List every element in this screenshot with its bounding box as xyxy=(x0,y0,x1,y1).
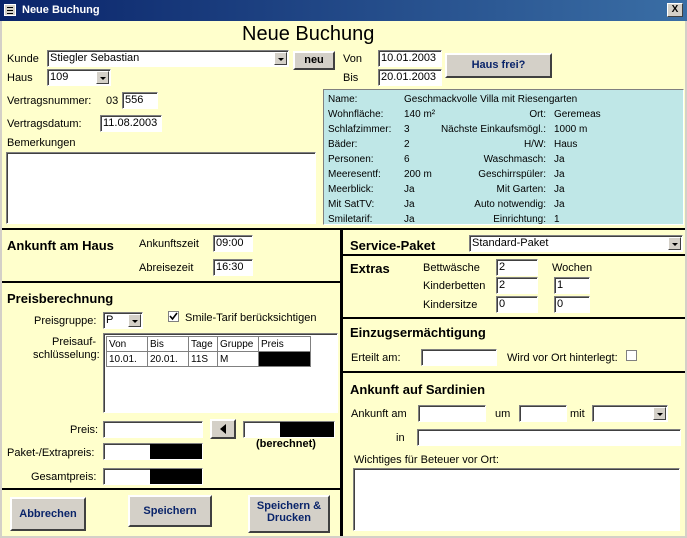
info-label: Geschirrspüler: xyxy=(478,169,546,180)
redacted-value xyxy=(280,422,335,437)
divider xyxy=(343,317,685,319)
kunde-value: Stiegler Sebastian xyxy=(50,52,140,64)
speichern-drucken-button[interactable] xyxy=(248,495,330,533)
berechnet-price-field xyxy=(243,421,335,438)
speichern-button[interactable]: Speichern xyxy=(128,495,212,527)
kinderbetten-wochen-field[interactable]: 1 xyxy=(554,277,590,294)
info-value: Ja xyxy=(404,214,415,225)
info-label: Auto notwendig: xyxy=(474,199,546,210)
abbrechen-button[interactable]: Abbrechen xyxy=(10,497,86,531)
smile-tarif-checkbox[interactable] xyxy=(168,311,179,322)
paket-extrapreis-label: Paket-/Extrapreis: xyxy=(7,447,95,459)
speichern-drucken-line2: Drucken xyxy=(266,512,312,524)
copy-price-button[interactable] xyxy=(210,419,236,439)
info-value: 200 m xyxy=(404,169,432,180)
wochen-label: Wochen xyxy=(552,262,593,274)
info-value: 6 xyxy=(404,154,410,165)
info-value: 1000 m xyxy=(554,124,588,135)
erteilt-am-label: Erteilt am: xyxy=(351,352,401,364)
extras-item-label: Kinderbetten xyxy=(423,280,486,292)
info-label: Schlafzimmer: xyxy=(328,124,392,135)
info-label: Wohnfläche: xyxy=(328,109,384,120)
vor-ort-label: Wird vor Ort hinterlegt: xyxy=(507,352,618,364)
bemerkungen-textarea[interactable] xyxy=(6,152,316,224)
col-header: Von xyxy=(107,337,148,352)
gesamtpreis-field xyxy=(103,468,203,485)
new-customer-button[interactable]: neu xyxy=(293,51,335,70)
info-value: Ja xyxy=(404,184,415,195)
vertragsnummer-prefix: 03 xyxy=(106,95,119,107)
title-bar xyxy=(0,0,687,21)
gesamtpreis-label: Gesamtpreis: xyxy=(31,471,97,483)
in-label: in xyxy=(396,432,405,444)
bis-label: Bis xyxy=(343,72,359,84)
checkmark-icon xyxy=(169,312,178,321)
info-label: Meeresentf: xyxy=(328,169,381,180)
table-cell xyxy=(259,352,311,367)
house-name-value: Geschmackvolle Villa mit Riesengarten xyxy=(404,94,578,105)
chevron-down-icon[interactable] xyxy=(653,407,666,420)
info-value: Haus xyxy=(554,139,578,150)
info-label: Waschmasch: xyxy=(483,154,546,165)
info-value: Ja xyxy=(554,169,565,180)
preisgruppe-value: P xyxy=(106,314,114,326)
col-header: Bis xyxy=(148,337,189,352)
info-value: 3 xyxy=(404,124,410,135)
info-label: Ort: xyxy=(529,109,546,120)
extras-title: Extras xyxy=(350,261,390,276)
sardinien-title: Ankunft auf Sardinien xyxy=(350,382,486,397)
um-label: um xyxy=(495,408,511,420)
arrow-left-icon xyxy=(218,424,228,434)
speichern-drucken-line1: Speichern & xyxy=(256,500,322,512)
haus-label: Haus xyxy=(7,72,33,84)
abreisezeit-field[interactable]: 16:30 xyxy=(213,259,253,276)
col-header: Gruppe xyxy=(218,337,259,352)
chevron-down-icon[interactable] xyxy=(128,314,141,327)
info-label: Meerblick: xyxy=(328,184,374,195)
divider xyxy=(343,254,685,256)
col-header: Preis xyxy=(259,337,311,352)
ankunft-haus-title: Ankunft am Haus xyxy=(7,238,114,253)
von-date-field[interactable]: 10.01.2003 xyxy=(378,50,442,67)
service-paket-combo[interactable] xyxy=(469,235,683,252)
ankunft-am-label: Ankunft am xyxy=(351,408,407,420)
aufschluesselung-label-1: Preisauf- xyxy=(52,336,97,348)
kindersitze-qty-field[interactable]: 0 xyxy=(496,296,538,313)
table-cell: 11S xyxy=(189,352,218,367)
paket-extrapreis-field xyxy=(103,443,203,460)
info-value: Ja xyxy=(404,199,415,210)
haus-frei-button[interactable]: Haus frei? xyxy=(445,53,552,78)
mit-label: mit xyxy=(570,408,585,420)
wichtiges-textarea[interactable] xyxy=(353,468,680,531)
haus-combo[interactable] xyxy=(47,69,111,86)
bettwaesche-qty-field[interactable]: 2 xyxy=(496,259,538,276)
house-name-label: Name: xyxy=(328,94,358,105)
vertragsnummer-field[interactable]: 556 xyxy=(122,92,158,109)
info-label: H/W: xyxy=(523,139,546,150)
preis-table[interactable] xyxy=(103,333,338,413)
bis-date-field[interactable]: 20.01.2003 xyxy=(378,69,442,86)
erteilt-am-field[interactable] xyxy=(421,349,497,366)
vertragsnummer-label: Vertragsnummer: xyxy=(7,95,92,107)
divider xyxy=(2,281,340,283)
ankunft-mit-combo[interactable] xyxy=(592,405,668,422)
kindersitze-wochen-field[interactable]: 0 xyxy=(554,296,590,313)
info-label: Smiletarif: xyxy=(328,214,373,225)
divider xyxy=(340,228,343,536)
divider xyxy=(343,371,685,373)
chevron-down-icon[interactable] xyxy=(96,71,109,84)
info-value: 1 xyxy=(554,214,560,225)
info-value: Ja xyxy=(554,184,565,195)
booking-form xyxy=(2,21,685,536)
extras-item-label: Bettwäsche xyxy=(423,262,480,274)
info-label: Bäder: xyxy=(328,139,358,150)
window-title: Neue Buchung xyxy=(22,4,100,16)
ankunft-am-field[interactable] xyxy=(418,405,486,422)
redacted-value xyxy=(150,469,203,485)
table-cell: M xyxy=(218,352,259,367)
kinderbetten-qty-field[interactable]: 2 xyxy=(496,277,538,294)
info-value: 2 xyxy=(404,139,410,150)
vertragsdatum-label: Vertragsdatum: xyxy=(7,118,82,130)
ankunftszeit-label: Ankunftszeit xyxy=(139,238,199,250)
smile-tarif-label: Smile-Tarif berücksichtigen xyxy=(185,312,317,324)
table-header-row xyxy=(107,337,311,352)
ankunft-in-field[interactable] xyxy=(417,429,681,446)
info-value: 140 m² xyxy=(404,109,436,120)
close-button[interactable]: X xyxy=(667,3,683,17)
preis-label: Preis: xyxy=(70,424,99,436)
divider xyxy=(2,488,340,490)
wichtiges-label: Wichtiges für Beteuer vor Ort: xyxy=(354,454,499,466)
info-label: Nächste Einkaufsmögl.: xyxy=(440,124,546,135)
preisgruppe-label: Preisgruppe: xyxy=(34,315,97,327)
preisgruppe-combo[interactable] xyxy=(103,312,143,329)
ankunftszeit-field[interactable]: 09:00 xyxy=(213,235,253,252)
house-info-panel xyxy=(323,89,684,225)
form-icon xyxy=(4,4,16,16)
von-label: Von xyxy=(343,53,362,65)
info-label: Einrichtung: xyxy=(493,214,546,225)
chevron-down-icon[interactable] xyxy=(668,237,681,250)
service-paket-title: Service-Paket xyxy=(350,238,436,253)
chevron-down-icon[interactable] xyxy=(274,52,287,65)
berechnet-label: (berechnet) xyxy=(256,438,316,450)
haus-value: 109 xyxy=(50,71,69,83)
table-cell: 10.01. xyxy=(107,352,148,367)
preis-field[interactable] xyxy=(103,421,203,438)
vor-ort-checkbox[interactable] xyxy=(626,350,637,361)
info-value: Ja xyxy=(554,154,565,165)
info-value: Ja xyxy=(554,199,565,210)
ankunft-um-field[interactable] xyxy=(519,405,567,422)
info-value: Geremeas xyxy=(554,109,601,120)
info-label: Mit SatTV: xyxy=(328,199,375,210)
abreisezeit-label: Abreisezeit xyxy=(139,262,194,274)
table-row[interactable] xyxy=(107,352,311,367)
table-cell: 20.01. xyxy=(148,352,189,367)
aufschluesselung-label-2: schlüsselung: xyxy=(33,349,100,361)
service-paket-value: Standard-Paket xyxy=(472,237,549,249)
col-header: Tage xyxy=(189,337,218,352)
info-label: Personen: xyxy=(328,154,374,165)
info-label: Mit Garten: xyxy=(496,184,546,195)
extras-item-label: Kindersitze xyxy=(423,299,478,311)
vertragsdatum-field[interactable]: 11.08.2003 xyxy=(100,115,162,132)
form-title: Neue Buchung xyxy=(242,23,375,45)
divider xyxy=(2,228,685,230)
kunde-combo[interactable] xyxy=(47,50,289,67)
bemerkungen-label: Bemerkungen xyxy=(7,137,76,149)
preis-title: Preisberechnung xyxy=(7,291,114,306)
einzug-title: Einzugsermächtigung xyxy=(350,325,486,340)
kunde-label: Kunde xyxy=(7,53,39,65)
redacted-value xyxy=(150,444,203,460)
